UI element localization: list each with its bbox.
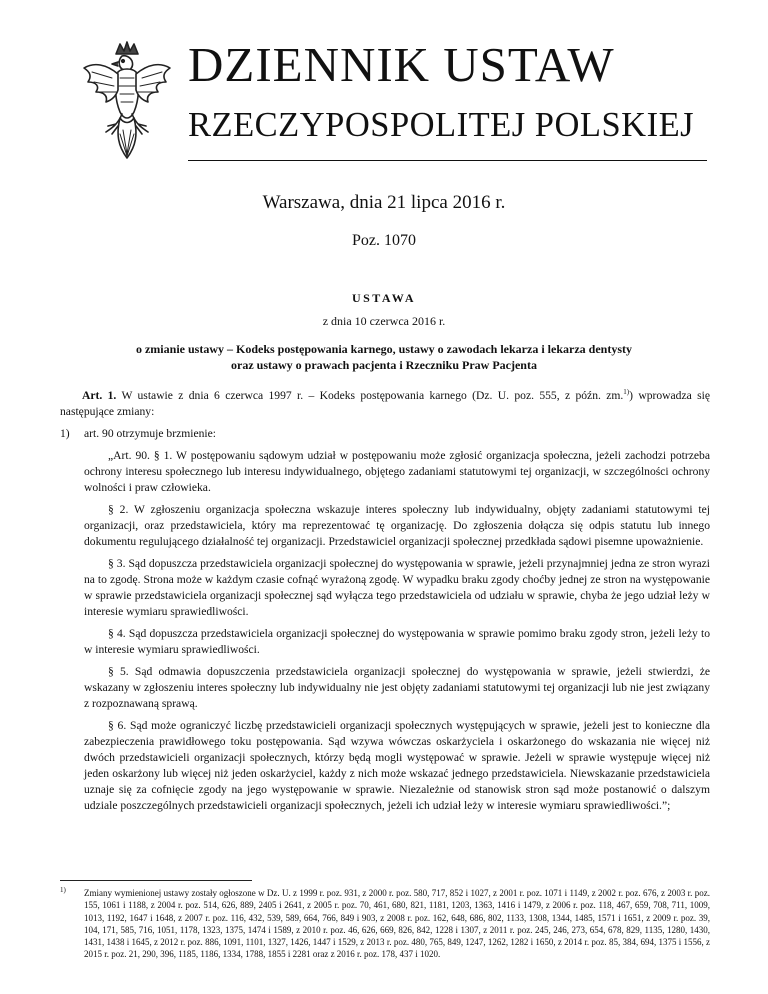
amendment-point	[60, 426, 710, 442]
header-divider	[188, 160, 707, 161]
journal-subtitle: RZECZYPOSPOLITEJ POLSKIEJ	[188, 106, 695, 144]
position-number: Poz. 1070	[352, 232, 416, 249]
paragraph-3: § 3. Sąd dopuszcza przedstawiciela organizacji społecznej do występowania w sprawie, jeżeli przynajmniej jedna ze stron wyrazi na to zgodę. Strona może w każdym czasie cofnąć wyrażoną zgodę. W wypadku braku zgody choćby jednej ze stron na występowanie w sprawie przedstawiciela organizacji społecznej sąd wyłącza tego przedstawiciela od udziału w sprawie, chyba że jego udział leży w interesie wymiaru sprawiedliwości.	[84, 557, 710, 618]
act-title-line-1: o zmianie ustawy – Kodeks postępowania karnego, ustawy o zawodach lekarza i lekarza dentysty	[135, 342, 632, 356]
footnote-reference: 1)	[623, 388, 630, 397]
act-title-line-2: oraz ustawy o prawach pacjenta i Rzeczniku Praw Pacjenta	[231, 358, 537, 372]
point-number: 1)	[60, 427, 70, 440]
footnote-mark: 1)	[60, 886, 66, 894]
issue-date: Warszawa, dnia 21 lipca 2016 r.	[262, 192, 506, 213]
footnote-text: Zmiany wymienionej ustawy zostały ogłoszone w Dz. U. z 1999 r. poz. 931, z 2000 r. poz. 580, 717, 852 i 1027, z 2001 r. poz. 1071 i 1149, z 2002 r. poz. 676, z 2003 r. poz. 155, 1061 i 1188, z 2004 r. poz. 514, 626, 889, 2405 i 2641, z 2005 r. poz. 70, 461, 680, 821, 1181, 1203, 1363, 1416 i 1479, z 2006 r. poz. 118, 467, 659, 708, 711, 1009, 1013, 1192, 1647 i 1648, z 2007 r. poz. 116, 432, 539, 589, 664, 766, 849 i 903, z 2008 r. poz. 162, 648, 686, 802, 1133, 1308, 1344, 1485, 1571 i 1651, z 2009 r. poz. 39, 104, 171, 585, 716, 1051, 1178, 1323, 1375, 1474 i 1589, z 2010 r. poz. 46, 626, 669, 826, 842, 1228 i 1307, z 2011 r. poz. 245, 246, 273, 654, 678, 829, 1135, 1280, 1430, 1431, 1438 i 1645, z 2012 r. poz. 886, 1091, 1101, 1327, 1426, 1447 i 1529, z 2013 r. poz. 480, 765, 849, 1247, 1262, 1282 i 1650, z 2014 r. poz. 85, 384, 694, 1375 i 1556, z 2015 r. poz. 21, 290, 396, 1185, 1186, 1334, 1788, 1855 i 2281 oraz z 2016 r. poz. 178, 437 i 1020.	[84, 888, 710, 960]
footnote	[60, 887, 710, 961]
act-title	[80, 341, 688, 373]
point-text: art. 90 otrzymuje brzmienie:	[84, 427, 216, 440]
article-label: Art. 1.	[82, 389, 117, 402]
footnote-divider	[60, 880, 252, 881]
paragraph-2: § 2. W zgłoszeniu organizacja społeczna wskazuje interes społeczny lub indywidualny, objęty zadaniami statutowymi tej organizacji, oraz przedstawiciela, który ma reprezentować tę organizację. Do zgłoszenia dołącza się odpis statutu lub innego dokumentu regulującego działalność tej organizacji. Przedstawiciel organizacji społecznej przedkłada sądowi pisemne upoważnienie.	[84, 503, 710, 548]
paragraph-4: § 4. Sąd dopuszcza przedstawiciela organizacji społecznej do występowania w sprawie pomimo braku zgody stron, jeżeli leży to w interesie wymiaru sprawiedliwości.	[84, 627, 710, 656]
article-text-part-2: ) wprowadza się następujące zmiany:	[60, 389, 710, 418]
paragraph-1: „Art. 90. § 1. W postępowaniu sądowym udział w postępowaniu może zgłosić organizacja społeczna, jeżeli zachodzi potrzeba ochrony interesu społecznego lub interesu indywidualnego, objętego zadaniami statutowymi tej organizacji, w szczególności ochrony wolności i praw człowieka.	[84, 449, 710, 494]
journal-title: DZIENNIK USTAW	[188, 37, 615, 92]
paragraph-5: § 5. Sąd odmawia dopuszczenia przedstawiciela organizacji społecznej do występowania w sprawie, jeżeli stwierdzi, że wskazany w zgłoszeniu interes społeczny lub indywidualny nie jest objęty zadaniami statutowymi tej organizacji lub nie jest związany z rozpoznawaną sprawą.	[84, 665, 710, 710]
polish-eagle-emblem-icon	[72, 34, 182, 174]
act-body	[60, 388, 710, 814]
article-text-part-1: W ustawie z dnia 6 czerwca 1997 r. – Kodeks postępowania karnego (Dz. U. poz. 555, z późn. zm.	[116, 389, 624, 402]
act-type-heading: USTAWA	[351, 291, 417, 305]
article-1-intro	[60, 388, 710, 420]
paragraph-6: § 6. Sąd może ograniczyć liczbę przedstawicieli organizacji społecznych występujących w sprawie, jeżeli jest to konieczne dla zabezpieczenia prawidłowego toku postępowania. Sąd wzywa wówczas oskarżyciela i oskarżonego do wskazania nie więcej niż dwóch przedstawicieli organizacji społecznych, którzy będą mogli występować w sprawie. Jeżeli w sprawie występuje więcej niż jeden oskarżony lub więcej niż jeden oskarżyciel, każdy z nich może wskazać jednego przedstawiciela. Niewskazanie przedstawiciela uznaje się za cofnięcie zgody na jego występowanie w sprawie. Niezależnie od stanowisk stron sąd może postanowić o dalszym udziale poszczególnych przedstawicieli organizacji społecznych, jeżeli ich udział leży w interesie wymiaru sprawiedliwości.”;	[84, 719, 710, 812]
act-date: z dnia 10 czerwca 2016 r.	[322, 314, 446, 328]
